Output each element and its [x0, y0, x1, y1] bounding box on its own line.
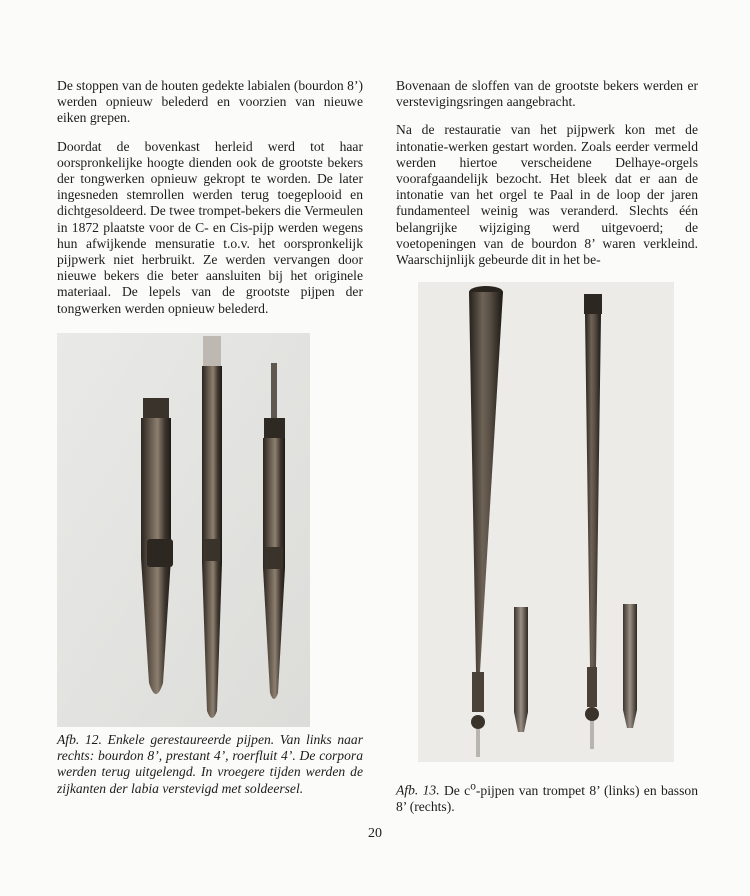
paragraph: Na de restauratie van het pijpwerk kon met de intonatie-werken gestart worden. Zoals eerder vermeld werden hiertoe verscheidene Delhaye-orgels voorafgaandelijk bezocht. Het bleek dat er aan de intonatie van het orgel te Paal in de loop der jaren fundamenteel weinig was veranderd. Slechts één belangrijke wijziging werd uitgevoerd; de voetopeningen van de bourdon 8’ waren verkleind. Waarschijnlijk gebeurde dit in het be- — [396, 122, 698, 268]
paragraph: De stoppen van de houten gedekte labialen (bourdon 8’) werden opnieuw belederd en voorzien van nieuwe eiken grepen. — [57, 78, 363, 126]
figure-label: Afb. 12. — [57, 732, 102, 747]
caption-part: De c — [443, 782, 471, 798]
paragraph: Doordat de bovenkast herleid werd tot haar oorspronkelijke hoogte dienden ook de grootste bekers der tongwerken opnieuw gekropt te worden. De later ingesneden stemrollen werden terug toegeplooid en dichtgesoldeerd. De twee trompet-bekers die Vermeulen in 1872 plaatste voor de C- en Cis-pijp werden wegens hun afwijkende mensuratie t.o.v. het oorspronkelijk pijpwerk niet herbruikt. Ze werden vervangen door nieuwe bekers die beter aansluiten bij het originele materiaal. De lepels van de grootste pijpen der tongwerken werden opnieuw belederd. — [57, 138, 363, 316]
figure-label: Afb. 13. — [396, 782, 440, 798]
paragraph: Bovenaan de sloffen van de grootste bekers werden er verstevigingsringen aangebracht. — [396, 78, 698, 110]
caption-superscript: o — [470, 780, 476, 792]
caption-text: Enkele gerestaureerde pijpen. Van links naar rechts: bourdon 8’, prestant 4’, roerfluit 4’. De corpora werden terug uitgelengd. In vroegere tijden werden de zijkanten der labia verstevigd met soldeersel. — [57, 732, 364, 796]
page-number: 20 — [368, 826, 382, 841]
figure-12-caption — [57, 732, 363, 797]
caption-text — [396, 780, 698, 814]
photo-restored-pipes — [57, 333, 310, 727]
photo-reed-pipes — [418, 282, 674, 762]
left-text-column — [57, 78, 363, 329]
figure-13-caption — [396, 778, 698, 815]
caption-part: -pijpen van trompet 8’ (links) en basson 8’ (rechts). — [396, 782, 698, 814]
right-text-column — [396, 78, 698, 280]
